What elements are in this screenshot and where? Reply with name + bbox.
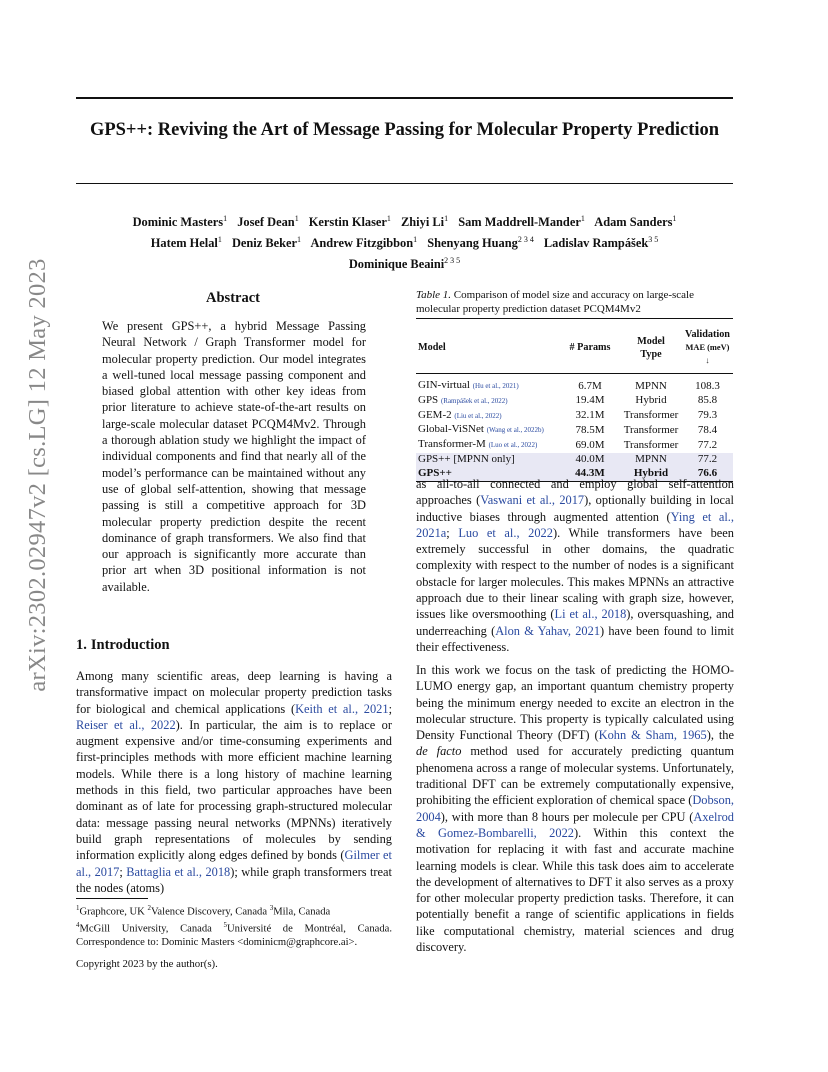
citation-link[interactable]: Reiser et al., 2022 [76,717,176,732]
footnote-rule [76,898,148,899]
citation-link[interactable]: (Hu et al., 2021) [472,382,519,390]
table-row: GIN-virtual (Hu et al., 2021) 6.7M MPNN 108.3 [418,379,720,392]
citation-link[interactable]: (Luo et al., 2022) [488,441,538,450]
table-row: GPS (Rampášek et al., 2022) 19.4M Hybrid 85.8 [418,393,718,407]
table-caption: Table 1. Comparison of model size and accuracy on large-scale molecular property prediction dataset PCQM4Mv2 [416,289,694,315]
abstract-heading: Abstract [206,290,260,306]
copyright-notice: Copyright 2023 by the author(s). [76,958,218,970]
header-mae: Validation MAE (meV) ↓ [682,319,733,374]
intro-paragraph: Among many scientific areas, deep learning is having a transformative impact on molecular property prediction tasks for biological and chemical applications (Keith et al., 2021; Reiser et al., 2022). In particular, the aim is to replace or augment expensive and/or time-consuming experiments and first-principles methods with more efficient machine learning models. While there is a long history of machine learning methods in this field, two particular approaches have been dominant as of late for processing graph-structured molecular data: message passing neural networks (MPNNs) iteratively build graph representations of molecules by sending information explicitly along edges defined by bonds (Gilmer et al., 2017; Battaglia et al., 2018); while graph transformers treat the nodes (atoms) [76,669,393,895]
author: Andrew Fitzgibbon$^1$ [310,235,418,251]
author: Josef Dean$^1$ [237,214,299,230]
citation-link[interactable]: Ying et al., 2021a [416,509,735,540]
citation-link[interactable]: Gilmer et al., 2017 [76,848,392,879]
citation-link[interactable]: Luo et al., 2022 [458,525,553,540]
table-row: GPS++ 44.3M Hybrid 76.6 [416,467,733,481]
table-row: Global-ViSNet (Wang et al., 2022b) 78.5M Transformer 78.4 [418,423,718,436]
citation-link[interactable]: Li et al., 2018 [554,607,627,622]
title-rule-top [76,97,733,99]
citation-link[interactable]: Keith et al., 2021 [295,701,389,716]
author: Zhiyi Li$^1$ [401,214,449,230]
citation-link[interactable]: Axelrod & Gomez-Bombarelli, 2022 [416,809,734,840]
author: Sam Maddrell-Mander$^1$ [458,214,585,230]
abstract-text: We present GPS++, a hybrid Message Passing Neural Network / Graph Transformer model for molecular property prediction. Our model integrates a well-tuned local message passing component and biased global attention with other key ideas from prior literature to achieve state-of-the-art results on large-scale molecular dataset PCQM4Mv2. Through a thorough ablation study we highlight the impact of individual components and find that nearly all of the model’s performance can be maintained without any use of global self-attention, showing that message passing is still a competitive approach for 3D molecular property prediction despite the recent dominance of graph transformers. We also find that our approach is significantly more accurate than prior art when 3D positional information is not available. [102,319,366,594]
author: Shenyang Huang$^{2 3 4}$ [427,235,534,251]
author: Adam Sanders$^1$ [594,214,677,230]
table-row: GPS++ [MPNN only] 40.0M MPNN 77.2 [416,453,733,467]
results-table [416,318,733,482]
citation-link[interactable]: Alon & Yahav, 2021 [495,623,601,638]
citation-link[interactable]: Dobson, 2004 [416,793,734,824]
table-row: GEM-2 (Liu et al., 2022) 32.1M Transformer 79.3 [418,408,718,422]
arxiv-stamp: arXiv:2302.02947v2 [cs.LG] 12 May 2023 [24,258,51,692]
author: Hatem Helal$^1$ [150,235,222,251]
header-params: # Params [560,319,620,374]
author: Dominic Masters$^1$ [132,214,228,230]
header-type: Model Type [620,319,682,374]
citation-link[interactable]: Kohn & Sham, 1965 [598,728,707,743]
body-paragraph: In this work we focus on the task of predicting the HOMO-LUMO energy gap, an important quantum chemistry property being the minimum energy needed to excite an electron in the molecular structure. This property is typically calculated using Density Functional Theory (DFT) (Kohn & Sham, 1965), the de facto method used for accurately predicting quantum phenomena across a range of molecular systems. Unfortunately, traditional DFT can be extremely computationally expensive, prohibiting the efficient exploration of chemical space (Dobson, 2004), with more than 8 hours per molecule per CPU (Axelrod & Gomez-Bombarelli, 2022). Within this context the motivation for replacing it with fast and accurate machine learning models is clear. While this task does aim to accelerate the development of alternatives to DFT it also serves as a proxy for other molecular property prediction tasks. Therefore, it can potentially benefit a range of scientific applications in fields like computational chemistry, material sciences and drug discovery. [416,663,734,955]
citation-link[interactable]: (Rampášek et al., 2022) [440,396,508,405]
author: Kerstin Klaser$^1$ [308,214,391,230]
author: Dominique Beaini$^{2 3 5}$ [348,256,461,272]
table-header-row [416,319,733,374]
citation-link[interactable]: (Wang et al., 2022b) [486,426,544,435]
citation-link[interactable]: Battaglia et al., 2018 [126,864,231,879]
affiliation-footnote: $^1$Graphcore, UK $^2$Valence Discovery, Canada $^3$Mila, Canada $^4$McGill University, Canada $^5$Université de Montréal, Canada. Correspondence to: Dominic Masters <dominicm@graphcore.ai>. [76,904,392,949]
citation-link[interactable]: (Liu et al., 2022) [454,411,502,420]
body-paragraph: as all-to-all connected and employ global self-attention approaches (Vaswani et al., 2017), optionally building in local inductive biases through augmented attention (Ying et al., 2021a; Luo et al., 2022). While transformers have been extremely successful in other domains, the quadratic complexity with respect to the number of nodes is a significant obstacle for larger molecules. This makes MPNNs an attractive approach due to their linear scaling with graph size, however, issues like oversmoothing (Li et al., 2018), oversquashing, and underreaching (Alon & Yahav, 2021) have been found to limit their effectiveness. [416,477,735,654]
citation-link[interactable]: Vaswani et al., 2017 [480,493,585,508]
author: Deniz Beker$^1$ [231,235,302,251]
title-rule-bottom [76,183,733,184]
table-row: Transformer-M (Luo et al., 2022) 69.0M Transformer 77.2 [418,438,718,451]
section-heading: 1. Introduction [76,637,170,653]
paper-title: GPS++: Reviving the Art of Message Passing for Molecular Property Prediction [89,120,720,140]
header-model: Model [416,319,560,374]
author: Ladislav Rampášek$^{3 5}$ [543,235,659,251]
author-list [76,210,733,273]
